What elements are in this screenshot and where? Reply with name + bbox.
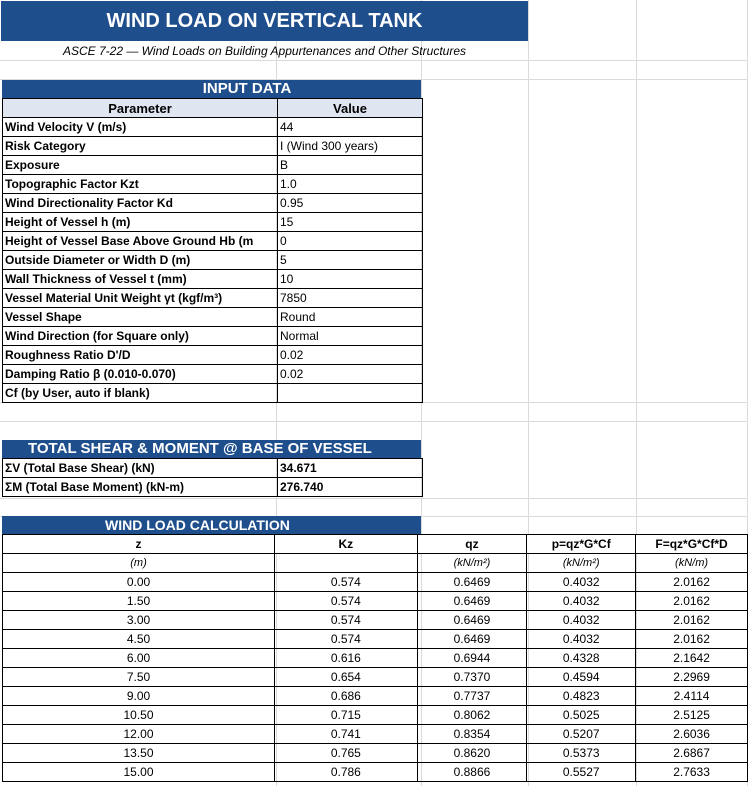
totals-row	[3, 478, 423, 497]
calc-cell[interactable]: 0.574	[275, 630, 418, 649]
calc-cell[interactable]: 0.765	[275, 744, 418, 763]
calc-cell[interactable]: 0.574	[275, 573, 418, 592]
calc-col-header: qz	[417, 535, 527, 554]
input-param-cell[interactable]: Roughness Ratio D'/D	[3, 346, 278, 365]
input-value-cell[interactable]: 0.95	[278, 194, 423, 213]
calc-cell[interactable]: 0.8866	[417, 763, 527, 782]
totals-value-cell[interactable]: 34.671	[278, 459, 423, 478]
totals-row	[3, 459, 423, 478]
input-row	[3, 194, 423, 213]
input-row	[3, 213, 423, 232]
calc-cell[interactable]: 0.686	[275, 687, 418, 706]
calc-unit-cell: (kN/m²)	[417, 554, 527, 573]
totals-param-cell[interactable]: ΣM (Total Base Moment) (kN-m)	[3, 478, 278, 497]
calc-cell[interactable]: 0.6469	[417, 611, 527, 630]
page-title: WIND LOAD ON VERTICAL TANK	[1, 1, 528, 41]
input-param-cell[interactable]: Outside Diameter or Width D (m)	[3, 251, 278, 270]
input-value-cell[interactable]: 15	[278, 213, 423, 232]
calc-cell[interactable]: 0.574	[275, 611, 418, 630]
input-row	[3, 175, 423, 194]
calc-cell[interactable]: 0.786	[275, 763, 418, 782]
input-value-cell[interactable]: I (Wind 300 years)	[278, 137, 423, 156]
calc-cell[interactable]: 0.4032	[527, 573, 636, 592]
calc-cell[interactable]: 0.8620	[417, 744, 527, 763]
input-row	[3, 137, 423, 156]
input-param-cell[interactable]: Wind Directionality Factor Kd	[3, 194, 278, 213]
input-param-cell[interactable]: Cf (by User, auto if blank)	[3, 384, 278, 403]
input-param-cell[interactable]: Damping Ratio β (0.010-0.070)	[3, 365, 278, 384]
calc-cell[interactable]: 0.616	[275, 649, 418, 668]
calc-unit-cell	[275, 554, 418, 573]
input-param-cell[interactable]: Height of Vessel Base Above Ground Hb (m	[3, 232, 278, 251]
calc-cell[interactable]: 0.6944	[417, 649, 527, 668]
col-value-header: Value	[278, 99, 423, 118]
calc-row	[3, 687, 748, 706]
calc-cell[interactable]: 0.4032	[527, 611, 636, 630]
calc-cell[interactable]: 2.0162	[636, 573, 748, 592]
input-row	[3, 365, 423, 384]
input-section-title: INPUT DATA	[202, 80, 292, 97]
input-value-cell[interactable]: 0	[278, 232, 423, 251]
calc-cell[interactable]: 0.741	[275, 725, 418, 744]
calc-cell[interactable]: 0.8062	[417, 706, 527, 725]
calc-cell[interactable]: 2.7633	[636, 763, 748, 782]
input-param-cell[interactable]: Vessel Material Unit Weight γt (kgf/m³)	[3, 289, 278, 308]
input-value-cell[interactable]: B	[278, 156, 423, 175]
calc-cell[interactable]: 10.50	[3, 706, 275, 725]
calc-cell[interactable]: 0.654	[275, 668, 418, 687]
calc-cell[interactable]: 7.50	[3, 668, 275, 687]
calc-section-title: WIND LOAD CALCULATION	[105, 517, 290, 533]
calc-col-header: z	[3, 535, 275, 554]
calc-cell[interactable]: 0.8354	[417, 725, 527, 744]
calc-cell[interactable]: 2.0162	[636, 611, 748, 630]
calc-cell[interactable]: 13.50	[3, 744, 275, 763]
calc-row	[3, 649, 748, 668]
input-table	[2, 98, 423, 403]
calc-cell[interactable]: 0.5025	[527, 706, 636, 725]
input-param-cell[interactable]: Height of Vessel h (m)	[3, 213, 278, 232]
calc-cell[interactable]: 0.6469	[417, 630, 527, 649]
calc-row	[3, 630, 748, 649]
calc-cell[interactable]: 2.1642	[636, 649, 748, 668]
calc-cell[interactable]: 15.00	[3, 763, 275, 782]
totals-value-cell[interactable]: 276.740	[278, 478, 423, 497]
calc-cell[interactable]: 0.4032	[527, 630, 636, 649]
calc-cell[interactable]: 0.6469	[417, 592, 527, 611]
input-value-cell[interactable]: Round	[278, 308, 423, 327]
calc-cell[interactable]: 2.0162	[636, 630, 748, 649]
input-value-cell[interactable]: Normal	[278, 327, 423, 346]
input-row	[3, 384, 423, 403]
calc-row	[3, 744, 748, 763]
input-value-cell[interactable]: 0.02	[278, 365, 423, 384]
calc-col-header: Kz	[275, 535, 418, 554]
input-value-cell[interactable]	[278, 384, 423, 403]
input-value-cell[interactable]: 5	[278, 251, 423, 270]
input-row	[3, 156, 423, 175]
input-value-cell[interactable]: 1.0	[278, 175, 423, 194]
col-parameter-header: Parameter	[3, 99, 278, 118]
calc-cell[interactable]: 0.574	[275, 592, 418, 611]
calc-cell[interactable]: 0.4594	[527, 668, 636, 687]
calc-cell[interactable]: 0.4328	[527, 649, 636, 668]
calc-row	[3, 706, 748, 725]
calc-cell[interactable]: 0.5207	[527, 725, 636, 744]
calc-cell[interactable]: 0.6469	[417, 573, 527, 592]
input-param-cell[interactable]: Wall Thickness of Vessel t (mm)	[3, 270, 278, 289]
input-param-cell[interactable]: Wind Direction (for Square only)	[3, 327, 278, 346]
calc-row	[3, 763, 748, 782]
calc-row	[3, 573, 748, 592]
input-row	[3, 289, 423, 308]
calc-cell[interactable]: 0.4032	[527, 592, 636, 611]
page-subtitle: ASCE 7-22 — Wind Loads on Building Appurtenances and Other Structures	[62, 44, 466, 58]
calc-cell[interactable]: 6.00	[3, 649, 275, 668]
calc-cell[interactable]: 0.00	[3, 573, 275, 592]
calc-unit-cell: (kN/m²)	[527, 554, 636, 573]
calc-row	[3, 611, 748, 630]
input-param-cell[interactable]: Risk Category	[3, 137, 278, 156]
input-value-cell[interactable]: 7850	[278, 289, 423, 308]
calc-cell[interactable]: 0.715	[275, 706, 418, 725]
calc-row	[3, 592, 748, 611]
totals-param-cell[interactable]: ΣV (Total Base Shear) (kN)	[3, 459, 278, 478]
calc-cell[interactable]: 2.5125	[636, 706, 748, 725]
input-row	[3, 118, 423, 137]
calc-unit-cell: (kN/m)	[636, 554, 748, 573]
calc-col-header: F=qz*G*Cf*D	[636, 535, 748, 554]
input-param-cell[interactable]: Topographic Factor Kzt	[3, 175, 278, 194]
calc-cell[interactable]: 0.7737	[417, 687, 527, 706]
calc-cell[interactable]: 4.50	[3, 630, 275, 649]
calc-cell[interactable]: 0.5527	[527, 763, 636, 782]
input-row	[3, 232, 423, 251]
calc-cell[interactable]: 12.00	[3, 725, 275, 744]
calc-row	[3, 725, 748, 744]
calc-cell[interactable]: 3.00	[3, 611, 275, 630]
input-row	[3, 327, 423, 346]
input-value-cell[interactable]: 10	[278, 270, 423, 289]
calc-cell[interactable]: 2.6867	[636, 744, 748, 763]
input-value-cell[interactable]: 0.02	[278, 346, 423, 365]
calc-col-header: p=qz*G*Cf	[527, 535, 636, 554]
input-param-cell[interactable]: Wind Velocity V (m/s)	[3, 118, 278, 137]
calc-cell[interactable]: 0.7370	[417, 668, 527, 687]
totals-section-header	[2, 440, 421, 458]
calc-cell[interactable]: 0.4823	[527, 687, 636, 706]
calc-cell[interactable]: 0.5373	[527, 744, 636, 763]
totals-table	[2, 458, 423, 497]
input-param-cell[interactable]: Vessel Shape	[3, 308, 278, 327]
calc-cell[interactable]: 2.4114	[636, 687, 748, 706]
input-row	[3, 270, 423, 289]
calc-table	[2, 534, 748, 782]
input-value-cell[interactable]: 44	[278, 118, 423, 137]
input-param-cell[interactable]: Exposure	[3, 156, 278, 175]
input-section-header	[2, 80, 421, 98]
calc-cell[interactable]: 2.6036	[636, 725, 748, 744]
calc-cell[interactable]: 2.2969	[636, 668, 748, 687]
input-row	[3, 308, 423, 327]
input-row	[3, 251, 423, 270]
calc-unit-cell: (m)	[3, 554, 275, 573]
calc-cell[interactable]: 2.0162	[636, 592, 748, 611]
calc-cell[interactable]: 9.00	[3, 687, 275, 706]
input-row	[3, 346, 423, 365]
totals-section-title: TOTAL SHEAR & MOMENT @ BASE OF VESSEL	[28, 440, 372, 457]
calc-section-header	[2, 516, 421, 534]
calc-cell[interactable]: 1.50	[3, 592, 275, 611]
calc-row	[3, 668, 748, 687]
